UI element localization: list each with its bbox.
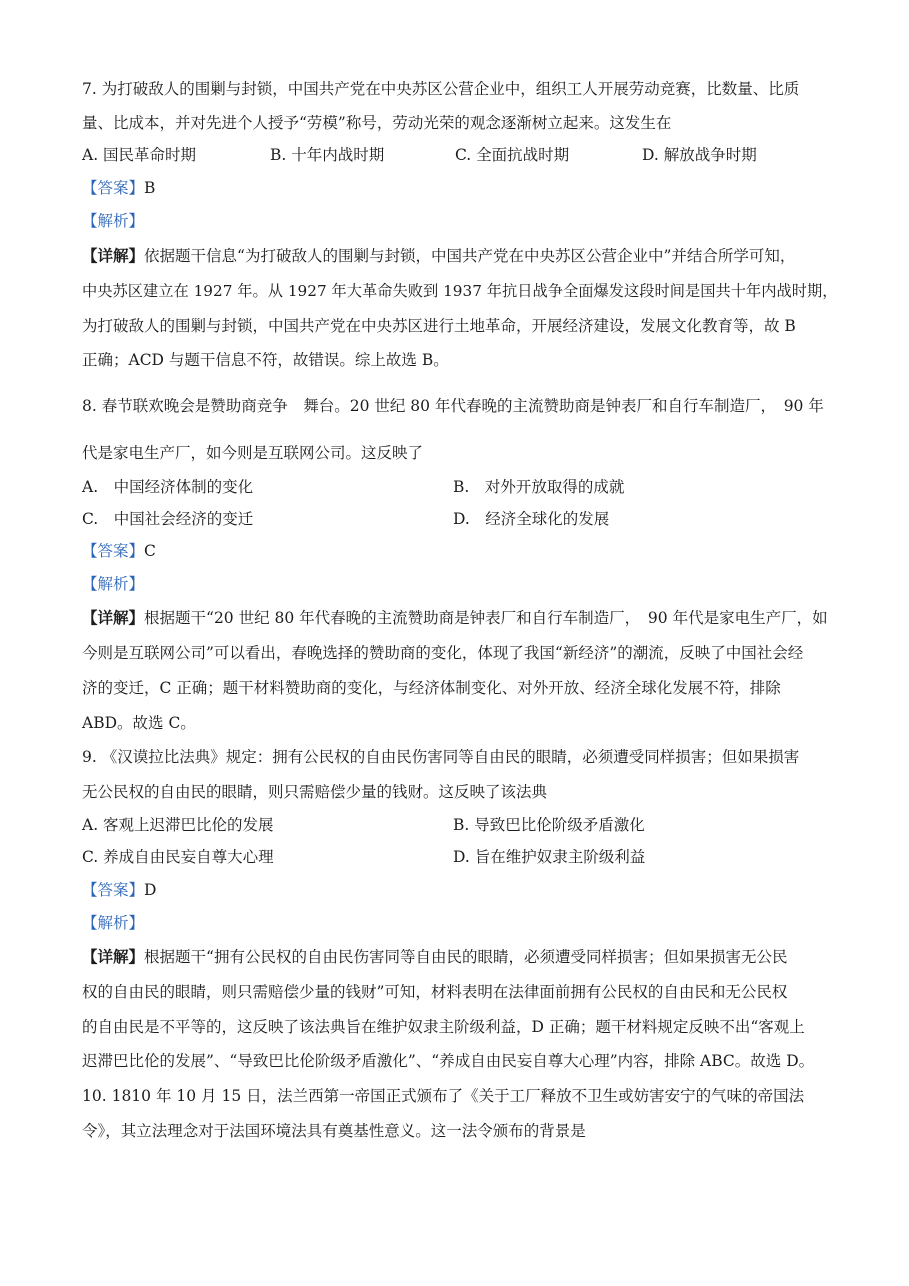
q8-option-a: A. 中国经济体制的变化: [82, 478, 254, 496]
q8-option-b: B. 对外开放取得的成就: [453, 478, 625, 496]
q8-detail-line-4: ABD。故选 C。: [82, 714, 196, 732]
answer-value: C: [144, 542, 156, 560]
q8-stem-line-2: 代是家电生产厂，如今则是互联网公司。这反映了: [82, 444, 424, 462]
detail-text: 根据题干“拥有公民权的自由民伤害同等自由民的眼睛，必须遭受同样损害；但如果损害无公民: [144, 948, 788, 966]
detail-text: 根据题干“20 世纪 80 年代春晚的主流赞助商是钟表厂和自行车制造厂， 90 年代是家电生产厂，如: [144, 609, 828, 627]
analysis-label: 【解析】: [82, 914, 145, 932]
q9-detail-line-1: [82, 946, 842, 968]
detail-label: 【详解】: [82, 246, 145, 265]
q9-answer: [82, 879, 842, 901]
q9-analysis-label: [82, 912, 842, 934]
answer-label: 【答案】: [82, 179, 145, 197]
q7-option-a: A. 国民革命时期: [82, 146, 197, 164]
q9-detail-line-4: 迟滞巴比伦的发展”、“导致巴比伦阶级矛盾激化”、“养成自由民妄自尊大心理”内容，排除 ABC。故选 D。: [82, 1052, 815, 1070]
q7-answer: [82, 177, 842, 199]
q7-stem-line-2: 量、比成本，并对先进个人授予“劳模”称号，劳动光荣的观念逐渐树立起来。这发生在: [82, 114, 672, 132]
q10-stem-line-2: 令》，其立法理念对于法国环境法具有奠基性意义。这一法令颁布的背景是: [82, 1122, 586, 1140]
analysis-label: 【解析】: [82, 212, 145, 230]
q8-stem-line-1: 8. 春节联欢晚会是赞助商竞争 舞台。20 世纪 80 年代春晚的主流赞助商是钟表厂和自行车制造厂， 90 年: [82, 397, 824, 415]
q10-stem-line-1: 10. 1810 年 10 月 15 日，法兰西第一帝国正式颁布了《关于工厂释放不卫生或妨害安宁的气味的帝国法: [82, 1087, 805, 1105]
q7-stem-line-1: 7. 为打破敌人的围剿与封锁，中国共产党在中央苏区公营企业中，组织工人开展劳动竞赛，比数量、比质: [82, 80, 800, 98]
q9-option-d: D. 旨在维护奴隶主阶级利益: [453, 848, 646, 866]
detail-label: 【详解】: [82, 608, 145, 627]
q8-option-d: D. 经济全球化的发展: [453, 510, 610, 528]
q9-detail-line-3: 的自由民是不平等的，这反映了该法典旨在维护奴隶主阶级利益，D 正确；题干材料规定反映不出“客观上: [82, 1018, 805, 1036]
q9-stem-line-1: 9. 《汉谟拉比法典》规定：拥有公民权的自由民伤害同等自由民的眼睛，必须遭受同样损害；但如果损害: [82, 748, 800, 766]
q7-option-c: C. 全面抗战时期: [455, 146, 570, 164]
q7-detail-line-1: [82, 245, 842, 267]
q7-detail-line-2: 中央苏区建立在 1927 年。从 1927 年大革命失败到 1937 年抗日战争全面爆发这段时间是国共十年内战时期，: [82, 282, 838, 300]
answer-value: B: [144, 179, 156, 197]
q7-detail-line-4: 正确；ACD 与题干信息不符，故错误。综上故选 B。: [82, 351, 449, 369]
q7-analysis-label: [82, 210, 842, 232]
q9-option-c: C. 养成自由民妄自尊大心理: [82, 848, 274, 866]
answer-value: D: [144, 881, 157, 899]
q7-detail-line-3: 为打破敌人的围剿与封锁，中国共产党在中央苏区进行土地革命，开展经济建设，发展文化教育等，故 B: [82, 317, 796, 335]
q8-detail-line-2: 今则是互联网公司”可以看出，春晚选择的赞助商的变化，体现了我国“新经济”的潮流，反映了中国社会经: [82, 644, 804, 662]
q8-analysis-label: [82, 573, 842, 595]
answer-label: 【答案】: [82, 542, 145, 560]
q8-option-c: C. 中国社会经济的变迁: [82, 510, 254, 528]
q9-detail-line-2: 权的自由民的眼睛，则只需赔偿少量的钱财”可知，材料表明在法律面前拥有公民权的自由民和无公民权: [82, 983, 788, 1001]
q8-detail-line-1: [82, 607, 842, 629]
q7-option-b: B. 十年内战时期: [270, 146, 385, 164]
analysis-label: 【解析】: [82, 575, 145, 593]
q9-option-b: B. 导致巴比伦阶级矛盾激化: [453, 816, 645, 834]
q8-answer: [82, 540, 842, 562]
answer-label: 【答案】: [82, 881, 145, 899]
detail-label: 【详解】: [82, 947, 145, 966]
q7-option-d: D. 解放战争时期: [642, 146, 757, 164]
q8-detail-line-3: 济的变迁，C 正确；题干材料赞助商的变化，与经济体制变化、对外开放、经济全球化发展不符，排除: [82, 679, 781, 697]
detail-text: 依据题干信息“为打破敌人的围剿与封锁，中国共产党在中央苏区公营企业中”并结合所学可知，: [144, 247, 796, 265]
q9-option-a: A. 客观上迟滞巴比伦的发展: [82, 816, 274, 834]
q9-stem-line-2: 无公民权的自由民的眼睛，则只需赔偿少量的钱财。这反映了该法典: [82, 783, 548, 801]
